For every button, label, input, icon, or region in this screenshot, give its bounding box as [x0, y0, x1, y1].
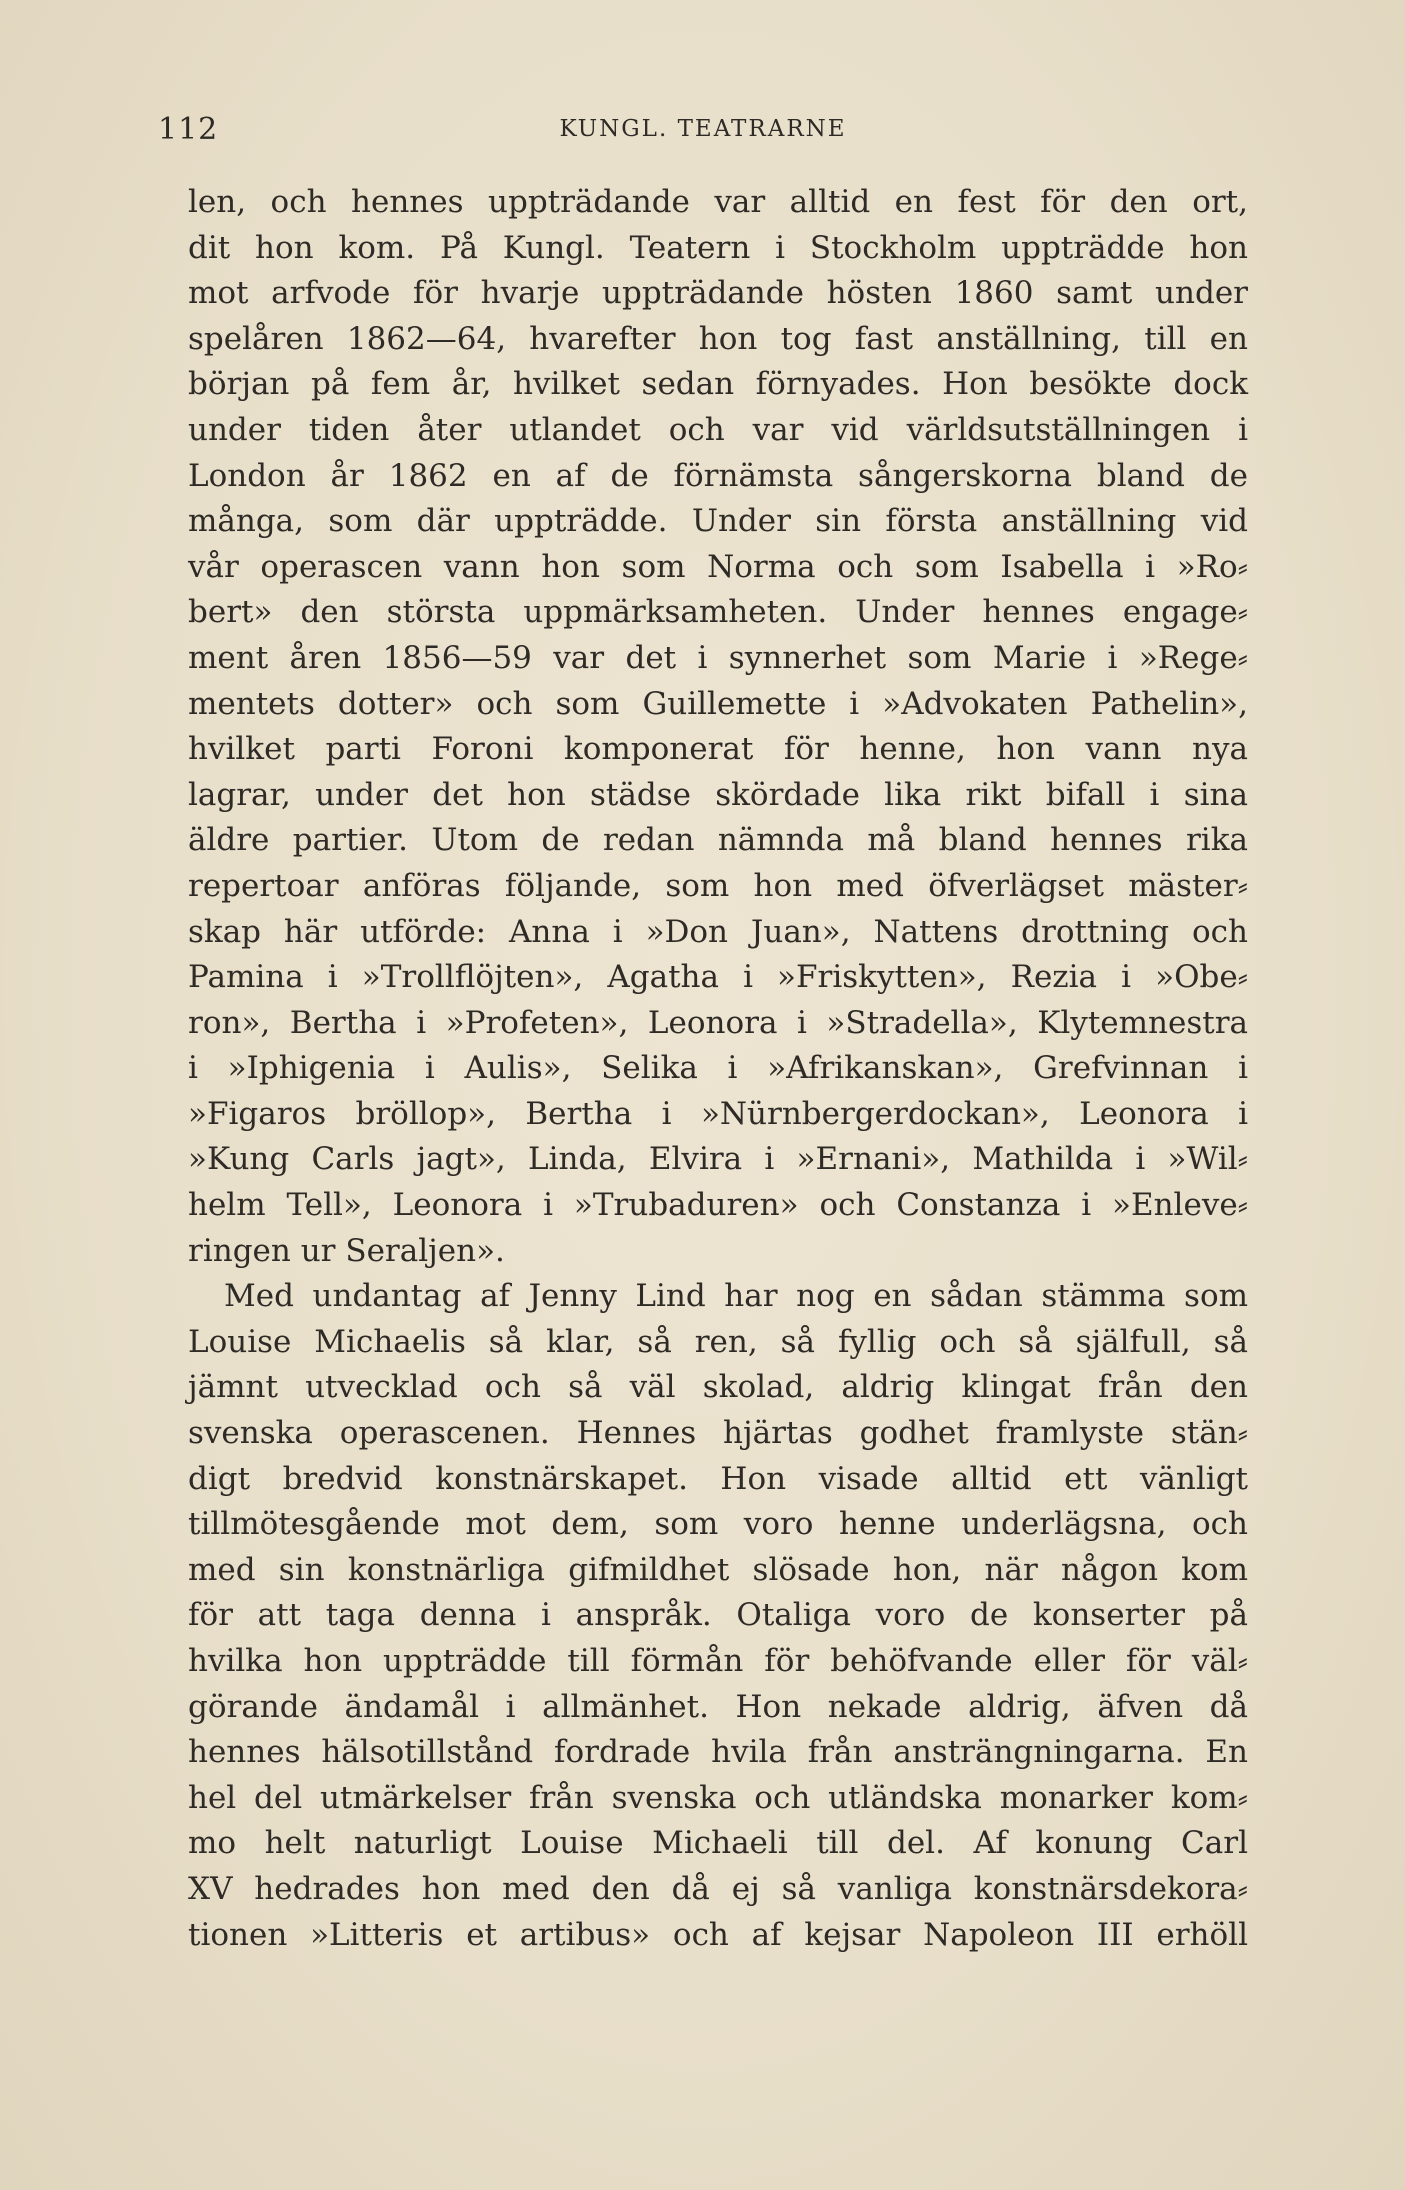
text-line: mo helt naturligt Louise Michaeli till del. Af konung Carl — [188, 1825, 1248, 1862]
page-number: 112 — [158, 112, 219, 147]
text-line: ringen ur Seraljen». — [188, 1232, 505, 1269]
text-line: bert» den största uppmärksamheten. Under hennes engage⸗ — [188, 594, 1248, 631]
text-line: London år 1862 en af de förnämsta sångerskorna bland de — [188, 457, 1248, 494]
text-line: tillmötesgående mot dem, som voro henne underlägsna, och — [188, 1506, 1248, 1543]
text-line: digt bredvid konstnärskapet. Hon visade alltid ett vänligt — [188, 1460, 1248, 1497]
text-line: jämnt utvecklad och så väl skolad, aldrig klingat från den — [188, 1369, 1248, 1406]
text-line: spelåren 1862—64, hvarefter hon tog fast anställning, till en — [188, 320, 1248, 357]
text-line: »Figaros bröllop», Bertha i »Nürnbergerdockan», Leonora i — [188, 1095, 1248, 1132]
text-line: under tiden åter utlandet och var vid världsutställningen i — [188, 411, 1248, 448]
text-line: dit hon kom. På Kungl. Teatern i Stockholm uppträdde hon — [188, 229, 1248, 266]
text-line: hvilka hon uppträdde till förmån för behöfvande eller för väl⸗ — [188, 1643, 1248, 1679]
text-line: XV hedrades hon med den då ej så vanliga konstnärsdekora⸗ — [188, 1870, 1248, 1907]
page-header — [158, 112, 1248, 152]
text-line: tionen »Litteris et artibus» och af kejsar Napoleon III erhöll — [188, 1916, 1248, 1953]
text-line: mot arfvode för hvarje uppträdande hösten 1860 samt under — [188, 275, 1248, 312]
text-line: många, som där uppträdde. Under sin första anställning vid — [188, 503, 1248, 540]
text-line: svenska operascenen. Hennes hjärtas godhet framlyste stän⸗ — [188, 1415, 1248, 1452]
text-line: hvilket parti Foroni komponerat för henne, hon vann nya — [188, 731, 1248, 768]
text-line: med sin konstnärliga gifmildhet slösade hon, när någon kom — [188, 1551, 1248, 1588]
text-line: i »Iphigenia i Aulis», Selika i »Afrikanskan», Grefvinnan i — [188, 1050, 1248, 1087]
text-line: för att taga denna i anspråk. Otaliga voro de konserter på — [188, 1597, 1248, 1634]
text-line: Med undantag af Jenny Lind har nog en sådan stämma som — [224, 1278, 1248, 1315]
text-line: len, och hennes uppträdande var alltid en fest för den ort, — [188, 184, 1248, 220]
running-head: KUNGL. TEATRARNE — [559, 116, 847, 142]
text-line: äldre partier. Utom de redan nämnda må bland hennes rika — [188, 822, 1248, 859]
text-line: hennes hälsotillstånd fordrade hvila från ansträngningarna. En — [188, 1734, 1248, 1771]
text-line: skap här utförde: Anna i »Don Juan», Nattens drottning och — [188, 913, 1248, 950]
text-line: helm Tell», Leonora i »Trubaduren» och Constanza i »Enleve⸗ — [188, 1187, 1248, 1224]
text-line: Louise Michaelis så klar, så ren, så fyllig och så själfull, så — [188, 1323, 1248, 1360]
text-line: Pamina i »Trollflöjten», Agatha i »Friskytten», Rezia i »Obe⸗ — [188, 959, 1248, 996]
text-line: ron», Bertha i »Profeten», Leonora i »Stradella», Klytemnestra — [188, 1004, 1248, 1041]
text-line: lagrar, under det hon städse skördade lika rikt bifall i sina — [188, 776, 1248, 813]
text-line: görande ändamål i allmänhet. Hon nekade aldrig, äfven då — [188, 1688, 1248, 1725]
body-text — [188, 180, 1248, 1958]
text-line: »Kung Carls jagt», Linda, Elvira i »Ernani», Mathilda i »Wil⸗ — [188, 1141, 1248, 1178]
text-line: hel del utmärkelser från svenska och utländska monarker kom⸗ — [188, 1779, 1248, 1816]
text-line: vår operascen vann hon som Norma och som Isabella i »Ro⸗ — [188, 548, 1248, 585]
text-line: början på fem år, hvilket sedan förnyades. Hon besökte dock — [188, 366, 1248, 403]
text-line: repertoar anföras följande, som hon med öfverlägset mäster⸗ — [188, 867, 1248, 904]
text-line: mentets dotter» och som Guillemette i »Advokaten Pathelin», — [188, 685, 1248, 722]
text-line: ment åren 1856—59 var det i synnerhet som Marie i »Rege⸗ — [188, 639, 1248, 676]
